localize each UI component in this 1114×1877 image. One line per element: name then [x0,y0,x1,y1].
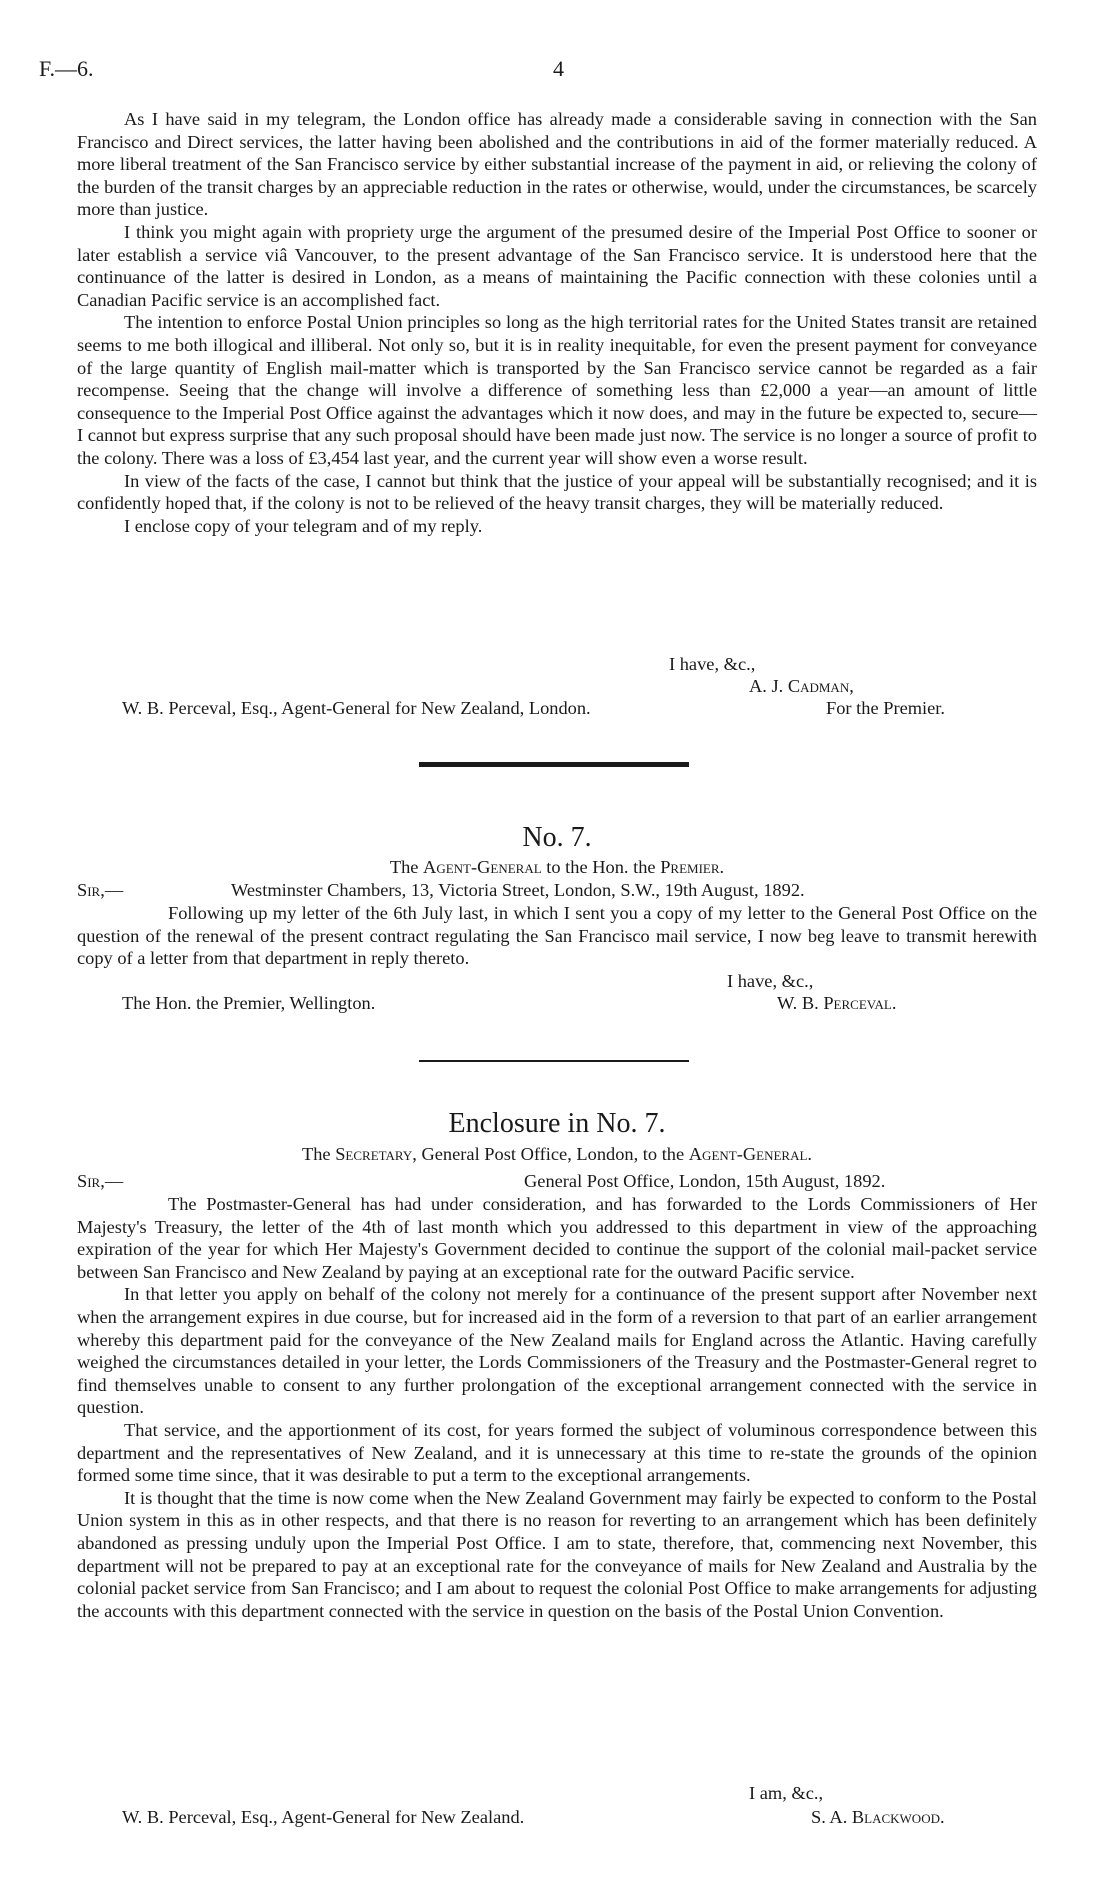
closing: I am, &c., [749,1783,824,1803]
paragraph: As I have said in my telegram, the London office has already made a considerable saving in connection with the San Francisco and Direct services, the latter having been abolished and the contributions in aid of the former materially reduced. A more liberal treatment of the San Francisco service by either substantial increase of the payment in aid, or relieving the colony of the burden of the transit charges by an appreciable reduction in the rates or otherwise, would, under the circumstances, be scarcely more than justice. [77,109,1037,220]
closing: I have, &c., [727,971,814,991]
addressee: W. B. Perceval, Esq., Agent-General for New Zealand, London. [122,698,591,718]
addressee: W. B. Perceval, Esq., Agent-General for New Zealand. [122,1807,525,1827]
paragraph: That service, and the apportionment of its cost, for years formed the subject of voluminous correspondence between this department and the representatives of New Zealand, and it is unnecessary at this time to re-state the grounds of the opinion formed some time since, that it was desirable to put a term to the exceptional arrangements. [77,1419,1037,1486]
section-subheading: The Agent-General to the Hon. the Premier. [389,857,725,877]
salutation: Sir,— [77,1171,124,1191]
closing: I have, &c., [669,654,756,674]
paragraph: In view of the facts of the case, I cannot but think that the justice of your appeal will be substantially recognised; and it is confidently hoped that, if the colony is not to be relieved of the heavy transit charges, they will be materially reduced. [77,470,1037,514]
dateline: Westminster Chambers, 13, Victoria Street, London, S.W., 19th August, 1892. [231,880,805,900]
dateline: General Post Office, London, 15th August, 1892. [524,1171,886,1191]
signature-role: For the Premier. [826,698,946,718]
paragraph: I think you might again with propriety urge the argument of the presumed desire of the Imperial Post Office to sooner or later establish a service viâ Vancouver, to the present advantage of the San Francisco service. It is understood here that the continuance of the latter is desired in London, as a means of maintaining the Pacific connection with these colonies until a Canadian Pacific service is an accomplished fact. [77,221,1037,310]
section-heading: Enclosure in No. 7. [448,1108,666,1139]
paragraph: The intention to enforce Postal Union principles so long as the high territorial rates for the United States transit are retained seems to me both illogical and illiberal. Not only so, but it is in reality inequitable, for even the present payment for conveyance of the large quantity of English mail-matter which is transported by the San Francisco service cannot be regarded as a fair recompense. Seeing that the change will involve a difference of something less than £2,000 a year—an amount of little consequence to the Imperial Post Office against the advantages which it now does, and may in the future be expected to, secure—I cannot but express surprise that any such proposal should have been made just now. The service is no longer a source of profit to the colony. There was a loss of £3,454 last year, and the current year will show even a worse result. [77,312,1037,468]
paragraph: In that letter you apply on behalf of the colony not merely for a continuance of the present support after November next when the arrangement expires in due course, but for increased aid in the form of a reversion to that part of an earlier arrangement whereby this department paid for the conveyance of the New Zealand mails for England across the Atlantic. Having carefully weighed the circumstances detailed in your letter, the Lords Commissioners of the Treasury and the Postmaster-General regret to find themselves unable to consent to any further prolongation of the exceptional arrangement connected with the service in question. [77,1284,1037,1418]
salutation: Sir,— [77,880,124,900]
document-reference: F.—6. [39,56,94,81]
section-heading: No. 7. [522,822,592,853]
signature: W. B. Perceval. [777,993,897,1013]
addressee: The Hon. the Premier, Wellington. [122,993,376,1013]
paragraph: I enclose copy of your telegram and of my reply. [124,515,483,536]
letter-body [77,108,1037,537]
section-divider [419,762,689,767]
letter-body [77,1193,1037,1622]
section-subheading: The Secretary, General Post Office, London, to the Agent-General. [301,1144,812,1164]
paragraph: The Postmaster-General has had under consideration, and has forwarded to the Lords Commissioners of Her Majesty's Treasury, the letter of the 4th of last month which you addressed to this department in view of the approaching expiration of the year for which Her Majesty's Government decided to continue the support of the colonial mail-packet service between San Francisco and New Zealand by paying at an exceptional rate for the outward Pacific service. [77,1194,1037,1282]
paragraph: It is thought that the time is now come when the New Zealand Government may fairly be expected to conform to the Postal Union system in this as in other respects, and that there is no reason for reverting to an arrangement which has been definitely abandoned as pressing unduly upon the Imperial Post Office. I am to state, therefore, that, commencing next November, this department will not be prepared to pay at an exceptional rate for the conveyance of mails for New Zealand and Australia by the colonial packet service from San Francisco; and I am about to request the colonial Post Office to make arrangements for adjusting the accounts with this department connected with the service in question on the basis of the Postal Union Convention. [77,1487,1037,1621]
signature: S. A. Blackwood. [811,1807,945,1827]
paragraph: Following up my letter of the 6th July last, in which I sent you a copy of my letter to the General Post Office on the question of the renewal of the present contract regulating the San Francisco mail service, I now beg leave to transmit herewith copy of a letter from that department in reply thereto. [77,903,1037,969]
letter-body [77,902,1037,970]
section-divider [419,1060,689,1062]
signature: A. J. Cadman, [749,676,854,696]
page-number: 4 [553,56,564,81]
